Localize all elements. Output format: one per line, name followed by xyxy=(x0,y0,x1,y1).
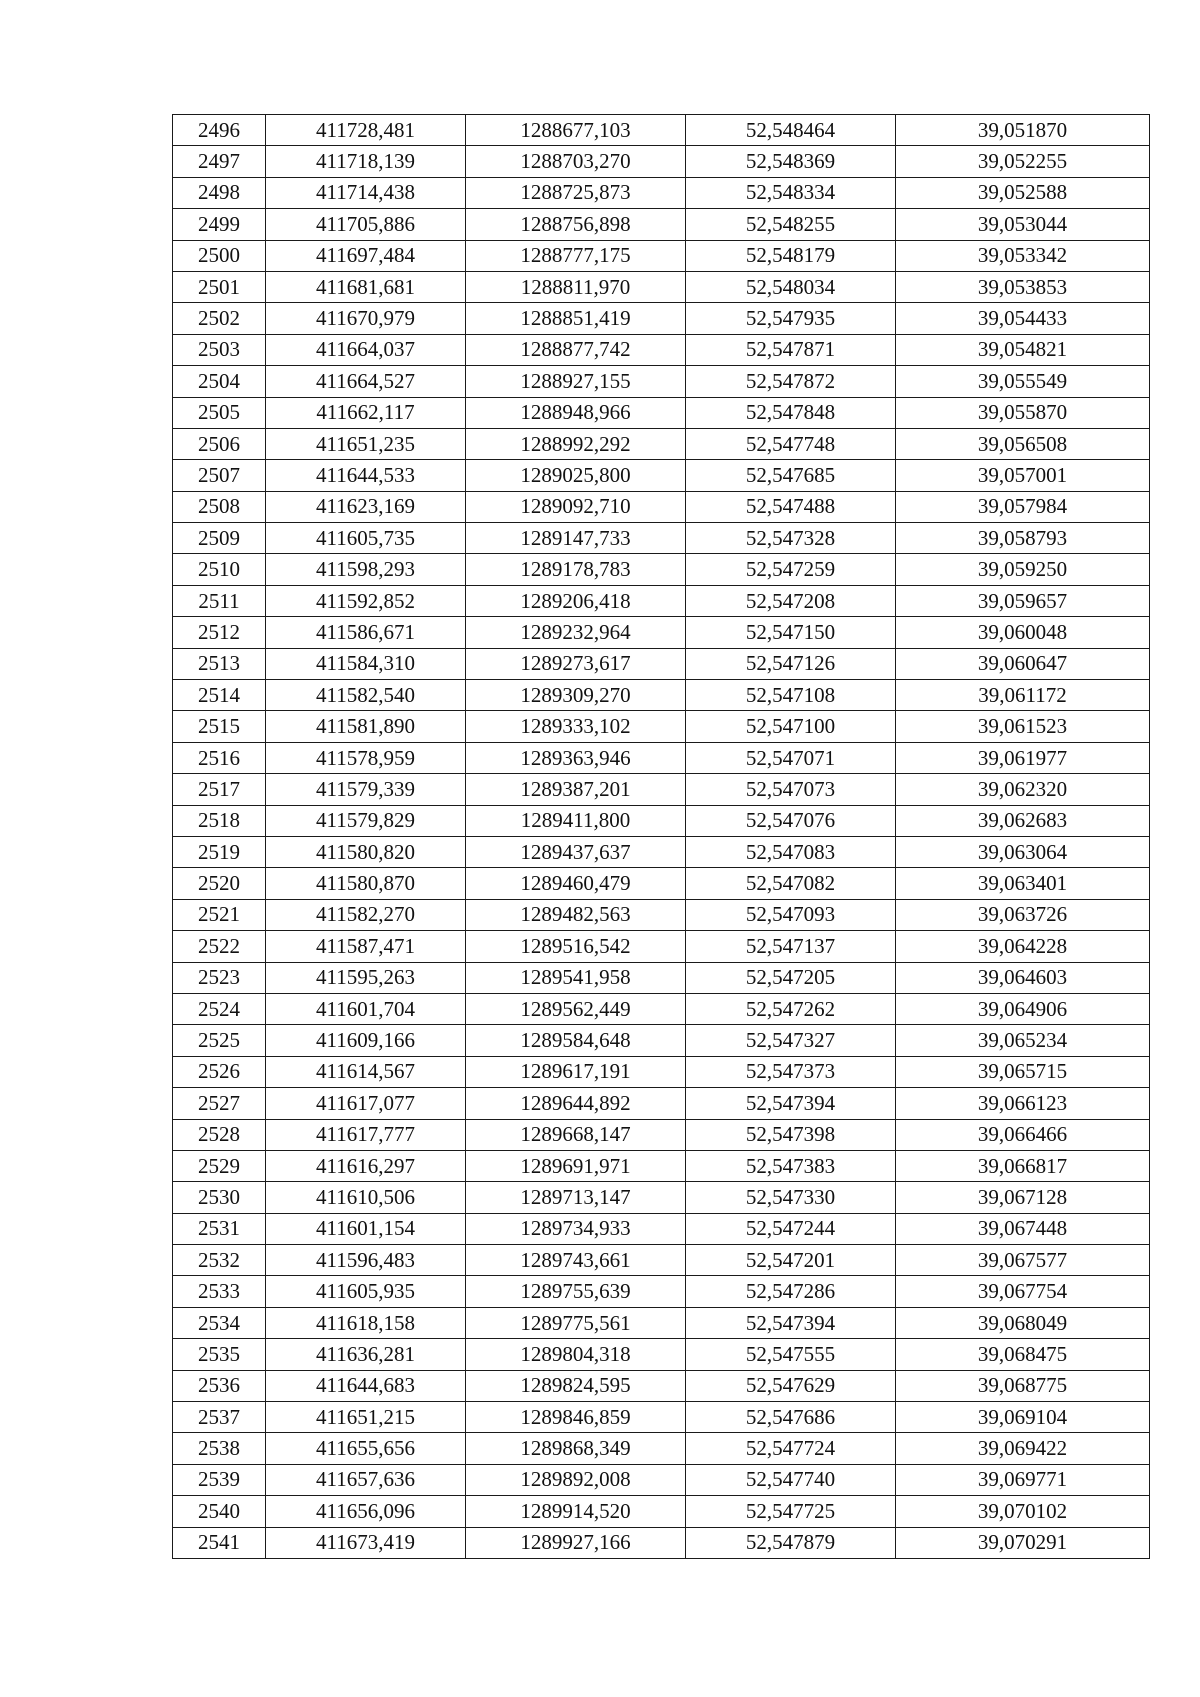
x-coordinate-cell: 411656,096 xyxy=(266,1496,466,1527)
point-number-cell: 2529 xyxy=(173,1150,266,1181)
point-number-cell: 2538 xyxy=(173,1433,266,1464)
table-row xyxy=(173,742,1150,773)
latitude-cell: 52,547286 xyxy=(686,1276,896,1307)
longitude-cell: 39,057001 xyxy=(896,460,1150,491)
y-coordinate-cell: 1289273,617 xyxy=(466,648,686,679)
table-row xyxy=(173,648,1150,679)
latitude-cell: 52,548334 xyxy=(686,177,896,208)
point-number-cell: 2535 xyxy=(173,1339,266,1370)
y-coordinate-cell: 1288703,270 xyxy=(466,146,686,177)
table-row xyxy=(173,177,1150,208)
point-number-cell: 2519 xyxy=(173,836,266,867)
point-number-cell: 2505 xyxy=(173,397,266,428)
point-number-cell: 2514 xyxy=(173,680,266,711)
y-coordinate-cell: 1289516,542 xyxy=(466,931,686,962)
point-number-cell: 2503 xyxy=(173,334,266,365)
y-coordinate-cell: 1288851,419 xyxy=(466,303,686,334)
latitude-cell: 52,547082 xyxy=(686,868,896,899)
y-coordinate-cell: 1289755,639 xyxy=(466,1276,686,1307)
point-number-cell: 2520 xyxy=(173,868,266,899)
coordinates-table-body xyxy=(173,115,1150,1559)
latitude-cell: 52,547725 xyxy=(686,1496,896,1527)
coordinates-table xyxy=(172,114,1150,1559)
latitude-cell: 52,547244 xyxy=(686,1213,896,1244)
latitude-cell: 52,547328 xyxy=(686,523,896,554)
table-row xyxy=(173,836,1150,867)
table-row xyxy=(173,774,1150,805)
longitude-cell: 39,052588 xyxy=(896,177,1150,208)
y-coordinate-cell: 1289437,637 xyxy=(466,836,686,867)
x-coordinate-cell: 411581,890 xyxy=(266,711,466,742)
point-number-cell: 2517 xyxy=(173,774,266,805)
x-coordinate-cell: 411586,671 xyxy=(266,617,466,648)
latitude-cell: 52,547685 xyxy=(686,460,896,491)
x-coordinate-cell: 411598,293 xyxy=(266,554,466,585)
y-coordinate-cell: 1289892,008 xyxy=(466,1464,686,1495)
latitude-cell: 52,547208 xyxy=(686,585,896,616)
y-coordinate-cell: 1289914,520 xyxy=(466,1496,686,1527)
point-number-cell: 2532 xyxy=(173,1245,266,1276)
longitude-cell: 39,063726 xyxy=(896,899,1150,930)
table-row xyxy=(173,1119,1150,1150)
longitude-cell: 39,063401 xyxy=(896,868,1150,899)
latitude-cell: 52,547108 xyxy=(686,680,896,711)
x-coordinate-cell: 411580,870 xyxy=(266,868,466,899)
latitude-cell: 52,547093 xyxy=(686,899,896,930)
table-row xyxy=(173,115,1150,146)
y-coordinate-cell: 1289178,783 xyxy=(466,554,686,585)
table-row xyxy=(173,334,1150,365)
y-coordinate-cell: 1288725,873 xyxy=(466,177,686,208)
y-coordinate-cell: 1289644,892 xyxy=(466,1088,686,1119)
point-number-cell: 2531 xyxy=(173,1213,266,1244)
longitude-cell: 39,062320 xyxy=(896,774,1150,805)
longitude-cell: 39,064603 xyxy=(896,962,1150,993)
latitude-cell: 52,548369 xyxy=(686,146,896,177)
longitude-cell: 39,061172 xyxy=(896,680,1150,711)
y-coordinate-cell: 1289584,648 xyxy=(466,1025,686,1056)
y-coordinate-cell: 1288948,966 xyxy=(466,397,686,428)
latitude-cell: 52,547740 xyxy=(686,1464,896,1495)
table-row xyxy=(173,491,1150,522)
longitude-cell: 39,066817 xyxy=(896,1150,1150,1181)
latitude-cell: 52,547748 xyxy=(686,428,896,459)
table-row xyxy=(173,1370,1150,1401)
latitude-cell: 52,547071 xyxy=(686,742,896,773)
point-number-cell: 2498 xyxy=(173,177,266,208)
latitude-cell: 52,547872 xyxy=(686,366,896,397)
y-coordinate-cell: 1289691,971 xyxy=(466,1150,686,1181)
longitude-cell: 39,062683 xyxy=(896,805,1150,836)
latitude-cell: 52,547327 xyxy=(686,1025,896,1056)
point-number-cell: 2497 xyxy=(173,146,266,177)
longitude-cell: 39,056508 xyxy=(896,428,1150,459)
y-coordinate-cell: 1288811,970 xyxy=(466,271,686,302)
latitude-cell: 52,547686 xyxy=(686,1402,896,1433)
y-coordinate-cell: 1289743,661 xyxy=(466,1245,686,1276)
y-coordinate-cell: 1289541,958 xyxy=(466,962,686,993)
latitude-cell: 52,547629 xyxy=(686,1370,896,1401)
x-coordinate-cell: 411655,656 xyxy=(266,1433,466,1464)
table-row xyxy=(173,1433,1150,1464)
x-coordinate-cell: 411595,263 xyxy=(266,962,466,993)
x-coordinate-cell: 411618,158 xyxy=(266,1307,466,1338)
latitude-cell: 52,548255 xyxy=(686,209,896,240)
table-row xyxy=(173,617,1150,648)
y-coordinate-cell: 1289868,349 xyxy=(466,1433,686,1464)
latitude-cell: 52,547871 xyxy=(686,334,896,365)
longitude-cell: 39,061523 xyxy=(896,711,1150,742)
latitude-cell: 52,548464 xyxy=(686,115,896,146)
y-coordinate-cell: 1289668,147 xyxy=(466,1119,686,1150)
table-row xyxy=(173,805,1150,836)
longitude-cell: 39,064906 xyxy=(896,993,1150,1024)
point-number-cell: 2518 xyxy=(173,805,266,836)
point-number-cell: 2524 xyxy=(173,993,266,1024)
longitude-cell: 39,065715 xyxy=(896,1056,1150,1087)
y-coordinate-cell: 1289232,964 xyxy=(466,617,686,648)
table-row xyxy=(173,931,1150,962)
table-row xyxy=(173,1276,1150,1307)
latitude-cell: 52,548034 xyxy=(686,271,896,302)
x-coordinate-cell: 411578,959 xyxy=(266,742,466,773)
x-coordinate-cell: 411657,636 xyxy=(266,1464,466,1495)
longitude-cell: 39,068775 xyxy=(896,1370,1150,1401)
longitude-cell: 39,067448 xyxy=(896,1213,1150,1244)
point-number-cell: 2508 xyxy=(173,491,266,522)
x-coordinate-cell: 411616,297 xyxy=(266,1150,466,1181)
point-number-cell: 2537 xyxy=(173,1402,266,1433)
x-coordinate-cell: 411609,166 xyxy=(266,1025,466,1056)
y-coordinate-cell: 1289562,449 xyxy=(466,993,686,1024)
longitude-cell: 39,066123 xyxy=(896,1088,1150,1119)
table-row xyxy=(173,1025,1150,1056)
x-coordinate-cell: 411617,077 xyxy=(266,1088,466,1119)
x-coordinate-cell: 411601,704 xyxy=(266,993,466,1024)
table-row xyxy=(173,303,1150,334)
y-coordinate-cell: 1288777,175 xyxy=(466,240,686,271)
y-coordinate-cell: 1288677,103 xyxy=(466,115,686,146)
longitude-cell: 39,057984 xyxy=(896,491,1150,522)
x-coordinate-cell: 411714,438 xyxy=(266,177,466,208)
table-row xyxy=(173,1496,1150,1527)
point-number-cell: 2522 xyxy=(173,931,266,962)
longitude-cell: 39,058793 xyxy=(896,523,1150,554)
table-row xyxy=(173,460,1150,491)
longitude-cell: 39,059657 xyxy=(896,585,1150,616)
y-coordinate-cell: 1289824,595 xyxy=(466,1370,686,1401)
x-coordinate-cell: 411673,419 xyxy=(266,1527,466,1558)
point-number-cell: 2533 xyxy=(173,1276,266,1307)
x-coordinate-cell: 411596,483 xyxy=(266,1245,466,1276)
table-row xyxy=(173,1245,1150,1276)
latitude-cell: 52,547100 xyxy=(686,711,896,742)
latitude-cell: 52,547848 xyxy=(686,397,896,428)
longitude-cell: 39,061977 xyxy=(896,742,1150,773)
longitude-cell: 39,051870 xyxy=(896,115,1150,146)
table-row xyxy=(173,899,1150,930)
x-coordinate-cell: 411644,533 xyxy=(266,460,466,491)
y-coordinate-cell: 1288927,155 xyxy=(466,366,686,397)
point-number-cell: 2539 xyxy=(173,1464,266,1495)
longitude-cell: 39,067577 xyxy=(896,1245,1150,1276)
point-number-cell: 2513 xyxy=(173,648,266,679)
y-coordinate-cell: 1288756,898 xyxy=(466,209,686,240)
latitude-cell: 52,547330 xyxy=(686,1182,896,1213)
y-coordinate-cell: 1289206,418 xyxy=(466,585,686,616)
latitude-cell: 52,547076 xyxy=(686,805,896,836)
longitude-cell: 39,069422 xyxy=(896,1433,1150,1464)
longitude-cell: 39,068475 xyxy=(896,1339,1150,1370)
table-row xyxy=(173,1150,1150,1181)
x-coordinate-cell: 411579,339 xyxy=(266,774,466,805)
x-coordinate-cell: 411718,139 xyxy=(266,146,466,177)
x-coordinate-cell: 411644,683 xyxy=(266,1370,466,1401)
x-coordinate-cell: 411582,270 xyxy=(266,899,466,930)
longitude-cell: 39,055549 xyxy=(896,366,1150,397)
x-coordinate-cell: 411623,169 xyxy=(266,491,466,522)
table-row xyxy=(173,146,1150,177)
x-coordinate-cell: 411636,281 xyxy=(266,1339,466,1370)
point-number-cell: 2534 xyxy=(173,1307,266,1338)
latitude-cell: 52,547262 xyxy=(686,993,896,1024)
latitude-cell: 52,547126 xyxy=(686,648,896,679)
point-number-cell: 2526 xyxy=(173,1056,266,1087)
longitude-cell: 39,055870 xyxy=(896,397,1150,428)
point-number-cell: 2540 xyxy=(173,1496,266,1527)
x-coordinate-cell: 411728,481 xyxy=(266,115,466,146)
y-coordinate-cell: 1289411,800 xyxy=(466,805,686,836)
longitude-cell: 39,069104 xyxy=(896,1402,1150,1433)
longitude-cell: 39,067754 xyxy=(896,1276,1150,1307)
x-coordinate-cell: 411601,154 xyxy=(266,1213,466,1244)
table-row xyxy=(173,1402,1150,1433)
longitude-cell: 39,054433 xyxy=(896,303,1150,334)
x-coordinate-cell: 411580,820 xyxy=(266,836,466,867)
y-coordinate-cell: 1289846,859 xyxy=(466,1402,686,1433)
longitude-cell: 39,053342 xyxy=(896,240,1150,271)
y-coordinate-cell: 1289092,710 xyxy=(466,491,686,522)
table-row xyxy=(173,1056,1150,1087)
point-number-cell: 2499 xyxy=(173,209,266,240)
longitude-cell: 39,064228 xyxy=(896,931,1150,962)
table-row xyxy=(173,397,1150,428)
x-coordinate-cell: 411579,829 xyxy=(266,805,466,836)
latitude-cell: 52,547201 xyxy=(686,1245,896,1276)
latitude-cell: 52,547205 xyxy=(686,962,896,993)
y-coordinate-cell: 1289309,270 xyxy=(466,680,686,711)
table-row xyxy=(173,209,1150,240)
x-coordinate-cell: 411587,471 xyxy=(266,931,466,962)
point-number-cell: 2507 xyxy=(173,460,266,491)
table-row xyxy=(173,962,1150,993)
longitude-cell: 39,053044 xyxy=(896,209,1150,240)
table-row xyxy=(173,1213,1150,1244)
x-coordinate-cell: 411610,506 xyxy=(266,1182,466,1213)
table-row xyxy=(173,1527,1150,1558)
y-coordinate-cell: 1289734,933 xyxy=(466,1213,686,1244)
latitude-cell: 52,547150 xyxy=(686,617,896,648)
point-number-cell: 2496 xyxy=(173,115,266,146)
table-row xyxy=(173,240,1150,271)
point-number-cell: 2536 xyxy=(173,1370,266,1401)
x-coordinate-cell: 411651,215 xyxy=(266,1402,466,1433)
longitude-cell: 39,068049 xyxy=(896,1307,1150,1338)
point-number-cell: 2511 xyxy=(173,585,266,616)
y-coordinate-cell: 1289387,201 xyxy=(466,774,686,805)
point-number-cell: 2509 xyxy=(173,523,266,554)
x-coordinate-cell: 411617,777 xyxy=(266,1119,466,1150)
y-coordinate-cell: 1289025,800 xyxy=(466,460,686,491)
table-row xyxy=(173,585,1150,616)
table-row xyxy=(173,993,1150,1024)
point-number-cell: 2516 xyxy=(173,742,266,773)
x-coordinate-cell: 411651,235 xyxy=(266,428,466,459)
y-coordinate-cell: 1289775,561 xyxy=(466,1307,686,1338)
table-row xyxy=(173,271,1150,302)
longitude-cell: 39,067128 xyxy=(896,1182,1150,1213)
latitude-cell: 52,547259 xyxy=(686,554,896,585)
y-coordinate-cell: 1289713,147 xyxy=(466,1182,686,1213)
point-number-cell: 2527 xyxy=(173,1088,266,1119)
x-coordinate-cell: 411670,979 xyxy=(266,303,466,334)
point-number-cell: 2541 xyxy=(173,1527,266,1558)
y-coordinate-cell: 1289927,166 xyxy=(466,1527,686,1558)
latitude-cell: 52,547137 xyxy=(686,931,896,962)
point-number-cell: 2500 xyxy=(173,240,266,271)
point-number-cell: 2504 xyxy=(173,366,266,397)
point-number-cell: 2512 xyxy=(173,617,266,648)
y-coordinate-cell: 1289363,946 xyxy=(466,742,686,773)
latitude-cell: 52,547383 xyxy=(686,1150,896,1181)
table-row xyxy=(173,1307,1150,1338)
x-coordinate-cell: 411592,852 xyxy=(266,585,466,616)
table-row xyxy=(173,680,1150,711)
latitude-cell: 52,547488 xyxy=(686,491,896,522)
latitude-cell: 52,547555 xyxy=(686,1339,896,1370)
latitude-cell: 52,547373 xyxy=(686,1056,896,1087)
longitude-cell: 39,069771 xyxy=(896,1464,1150,1495)
x-coordinate-cell: 411664,037 xyxy=(266,334,466,365)
longitude-cell: 39,060647 xyxy=(896,648,1150,679)
table-row xyxy=(173,523,1150,554)
longitude-cell: 39,054821 xyxy=(896,334,1150,365)
longitude-cell: 39,065234 xyxy=(896,1025,1150,1056)
point-number-cell: 2501 xyxy=(173,271,266,302)
table-row xyxy=(173,1339,1150,1370)
latitude-cell: 52,547083 xyxy=(686,836,896,867)
x-coordinate-cell: 411681,681 xyxy=(266,271,466,302)
table-row xyxy=(173,428,1150,459)
latitude-cell: 52,547398 xyxy=(686,1119,896,1150)
point-number-cell: 2506 xyxy=(173,428,266,459)
longitude-cell: 39,059250 xyxy=(896,554,1150,585)
point-number-cell: 2528 xyxy=(173,1119,266,1150)
table-row xyxy=(173,554,1150,585)
y-coordinate-cell: 1289804,318 xyxy=(466,1339,686,1370)
table-row xyxy=(173,366,1150,397)
point-number-cell: 2521 xyxy=(173,899,266,930)
table-row xyxy=(173,711,1150,742)
x-coordinate-cell: 411582,540 xyxy=(266,680,466,711)
x-coordinate-cell: 411605,735 xyxy=(266,523,466,554)
y-coordinate-cell: 1289333,102 xyxy=(466,711,686,742)
point-number-cell: 2530 xyxy=(173,1182,266,1213)
point-number-cell: 2515 xyxy=(173,711,266,742)
y-coordinate-cell: 1288877,742 xyxy=(466,334,686,365)
table-row xyxy=(173,1464,1150,1495)
latitude-cell: 52,547394 xyxy=(686,1088,896,1119)
x-coordinate-cell: 411664,527 xyxy=(266,366,466,397)
table-row xyxy=(173,1088,1150,1119)
latitude-cell: 52,548179 xyxy=(686,240,896,271)
table-row xyxy=(173,868,1150,899)
x-coordinate-cell: 411584,310 xyxy=(266,648,466,679)
point-number-cell: 2510 xyxy=(173,554,266,585)
y-coordinate-cell: 1289147,733 xyxy=(466,523,686,554)
longitude-cell: 39,070102 xyxy=(896,1496,1150,1527)
x-coordinate-cell: 411662,117 xyxy=(266,397,466,428)
x-coordinate-cell: 411605,935 xyxy=(266,1276,466,1307)
y-coordinate-cell: 1289482,563 xyxy=(466,899,686,930)
latitude-cell: 52,547394 xyxy=(686,1307,896,1338)
y-coordinate-cell: 1288992,292 xyxy=(466,428,686,459)
x-coordinate-cell: 411697,484 xyxy=(266,240,466,271)
x-coordinate-cell: 411614,567 xyxy=(266,1056,466,1087)
longitude-cell: 39,066466 xyxy=(896,1119,1150,1150)
x-coordinate-cell: 411705,886 xyxy=(266,209,466,240)
y-coordinate-cell: 1289460,479 xyxy=(466,868,686,899)
latitude-cell: 52,547073 xyxy=(686,774,896,805)
point-number-cell: 2525 xyxy=(173,1025,266,1056)
y-coordinate-cell: 1289617,191 xyxy=(466,1056,686,1087)
table-row xyxy=(173,1182,1150,1213)
latitude-cell: 52,547879 xyxy=(686,1527,896,1558)
latitude-cell: 52,547724 xyxy=(686,1433,896,1464)
longitude-cell: 39,060048 xyxy=(896,617,1150,648)
latitude-cell: 52,547935 xyxy=(686,303,896,334)
point-number-cell: 2502 xyxy=(173,303,266,334)
longitude-cell: 39,052255 xyxy=(896,146,1150,177)
longitude-cell: 39,070291 xyxy=(896,1527,1150,1558)
point-number-cell: 2523 xyxy=(173,962,266,993)
longitude-cell: 39,053853 xyxy=(896,271,1150,302)
longitude-cell: 39,063064 xyxy=(896,836,1150,867)
